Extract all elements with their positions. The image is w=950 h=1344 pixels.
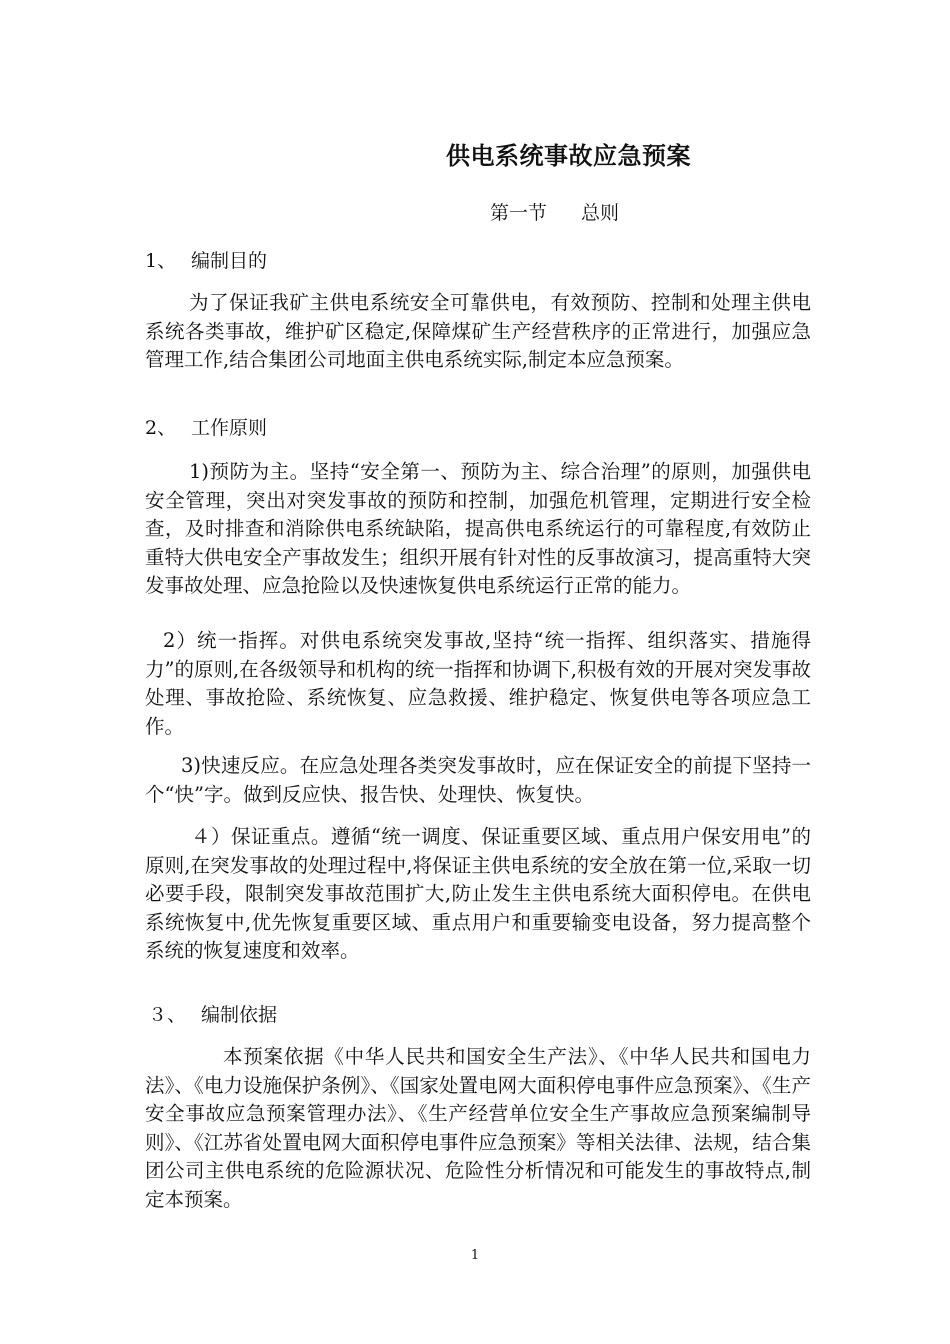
paragraph-basis: 本预案依据《中华人民共和国安全生产法》、《中华人民共和国电力法》、《电力设施保护条例》、《国家处置电网大面积停电事件应急预案》、《生产安全事故应急预案管理办法》、《生产经营单位安全生产事故应急预案编制导则》、《江苏省处置电网大面积停电事件应急预案》等相关法律、法规，结合集团公司主供电系统的危险源状况、危险性分析情况和可能发生的事故特点,制定本预案。	[145, 1045, 811, 1211]
heading-number: 2、	[145, 417, 177, 439]
paragraph-principle-4: ４）保证重点。遵循“统一调度、保证重要区域、重点用户保安用电”的原则,在突发事故的处理过程中,将保证主供电系统的安全放在第一位,采取一切必要手段，限制突发事故范围扩大,防止发生主供电系统大面积停电。在供电系统恢复中,优先恢复重要区域、重点用户和重要输变电设备，努力提高整个系统的恢复速度和效率。	[145, 825, 811, 962]
page-number: 1	[470, 1248, 480, 1263]
paragraph-principle-2: 2）统一指挥。对供电系统突发事故,坚持“统一指挥、组织落实、措施得力”的原则,在各级领导和机构的统一指挥和协调下,积极有效的开展对突发事故处理、事故抢险、系统恢复、应急救援、维护稳定、恢复供电等各项应急工作。	[145, 629, 811, 738]
heading-text: 编制目的	[191, 250, 268, 272]
section-number: 第一节	[490, 202, 548, 224]
paragraph-purpose: 为了保证我矿主供电系统安全可靠供电，有效预防、控制和处理主供电系统各类事故，维护矿区稳定,保障煤矿生产经营秩序的正常进行，加强应急管理工作,结合集团公司地面主供电系统实际,制定本应急预案。	[145, 291, 811, 371]
heading-text: 编制依据	[201, 1004, 278, 1026]
heading-number: ３、	[148, 1004, 187, 1026]
section-heading	[490, 198, 619, 225]
heading-purpose	[145, 246, 267, 273]
section-name: 总则	[581, 202, 620, 224]
paragraph-principle-1: 1)预防为主。坚持“安全第一、预防为主、综合治理”的原则，加强供电安全管理，突出对突发事故的预防和控制，加强危机管理，定期进行安全检查，及时排查和消除供电系统缺陷，提高供电系统运行的可靠程度,有效防止重特大供电安全产事故发生；组织开展有针对性的反事故演习，提高重特大突发事故处理、应急抢险以及快速恢复供电系统运行正常的能力。	[145, 460, 811, 597]
heading-number: 1、	[145, 250, 177, 272]
document-title: 供电系统事故应急预案	[446, 141, 691, 170]
heading-principles	[145, 413, 267, 440]
heading-text: 工作原则	[191, 417, 268, 439]
heading-basis	[148, 1000, 277, 1027]
paragraph-principle-3: 3)快速反应。在应急处理各类突发事故时，应在保证安全的前提下坚持一个“快”字。做到反应快、报告快、处理快、恢复快。	[145, 754, 811, 806]
